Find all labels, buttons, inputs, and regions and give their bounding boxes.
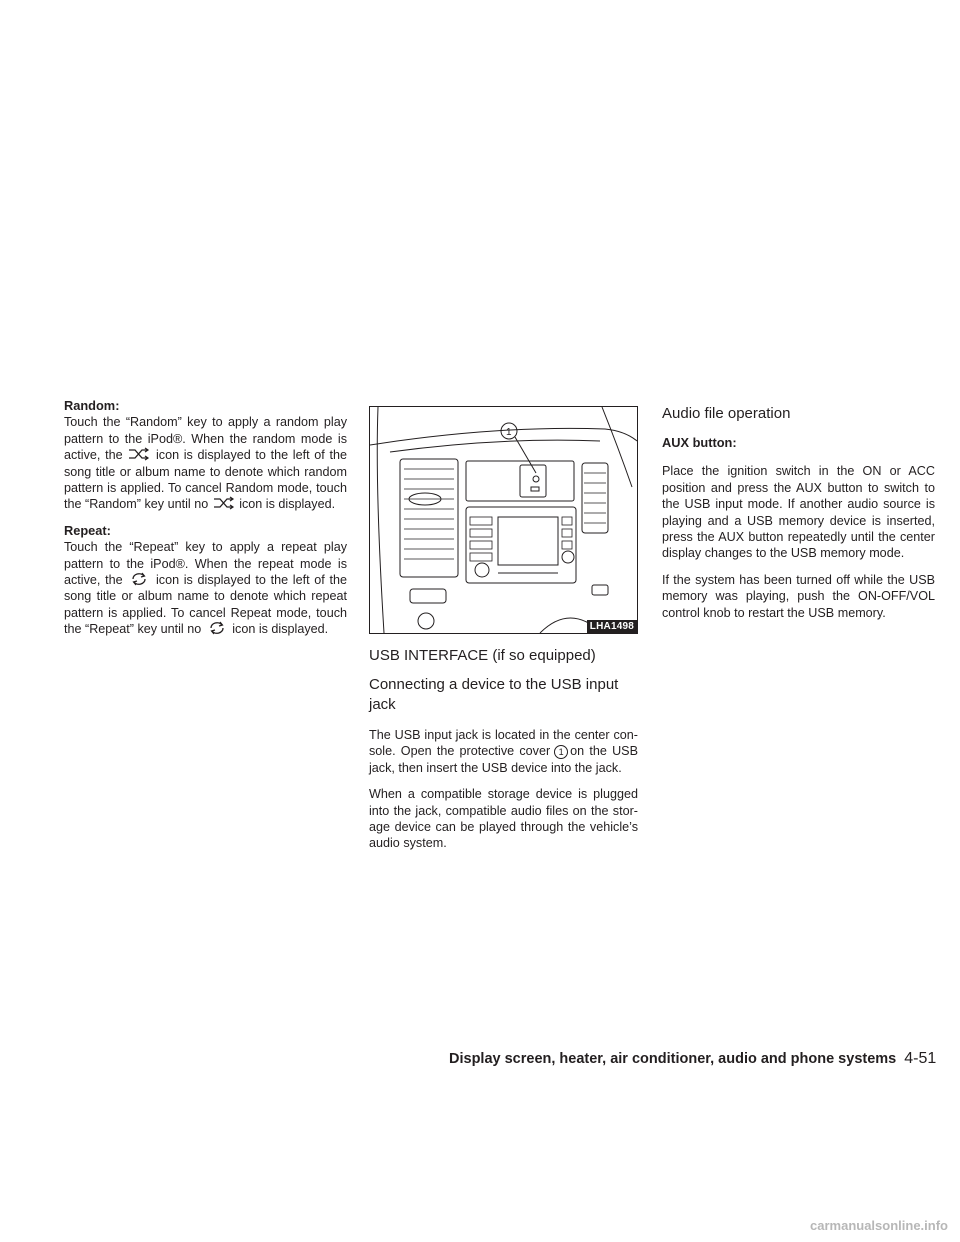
left-column: [64, 398, 347, 648]
usb-paragraph-1: The USB input jack is located in the center con-sole. Open the protective cover 1 on the USB jack, then insert the USB device into the jack.: [369, 728, 638, 775]
audio-heading: Audio file operation: [662, 405, 791, 422]
aux-title: AUX button:: [662, 435, 737, 450]
usb-jack-illustration: [369, 406, 638, 634]
figure-label: LHA1498: [587, 620, 637, 633]
shuffle-icon: [127, 447, 151, 461]
random-text-1: Touch the “Random” key to apply a random play pattern to the iPod®. When the random mode is active, the: [64, 415, 347, 463]
repeat-text-2: icon is displayed to the left of the song title or album name to denote which repeat pattern is applied. To cancel Repeat mode, touch the “Repeat” key until no: [64, 573, 347, 637]
dashboard-drawing: [370, 407, 637, 633]
page-number: 4-51: [904, 1050, 937, 1067]
random-text-2: icon is displayed to the left of the song title or album name to denote which random pattern is applied. To cancel Random mode, touch the “Random” key until no: [64, 448, 347, 512]
repeat-text-1: Touch the “Repeat” key to apply a repeat play pattern to the iPod®. When the repeat mode is active, the: [64, 540, 347, 588]
middle-column: [369, 636, 638, 862]
repeat-icon: [127, 572, 151, 586]
callout-1-icon: 1: [554, 745, 568, 759]
audio-paragraph-1: Place the ignition switch in the ON or ACC position and press the AUX button to switch to the USB input mode. If another audio source is playing and a USB memory device is inserted, press the AUX button repeatedly until the center display changes to the USB memory mode.: [662, 464, 935, 561]
usb-heading: USB INTERFACE (if so equipped): [369, 647, 596, 664]
footer-section-title: Display screen, heater, air conditioner, audio and phone systems: [449, 1051, 897, 1067]
watermark: carmanualsonline.info: [810, 1218, 948, 1233]
repeat-title: Repeat:: [64, 522, 111, 538]
shuffle-icon: [212, 496, 236, 510]
usb-paragraph-2: When a compatible storage device is plugged into the jack, compatible audio files on the stor-age device can be played through the vehicle’s audio system.: [369, 787, 638, 851]
audio-paragraph-2: If the system has been turned off while the USB memory was playing, push the ON-OFF/VOL control knob to restart the USB memory.: [662, 572, 935, 620]
figure-callout-number: 1: [506, 427, 512, 438]
random-text-3: icon is displayed.: [239, 497, 336, 512]
usb-subheading: Connecting a device to the USB input jack: [369, 676, 619, 713]
random-section: [64, 398, 347, 513]
random-title: Random:: [64, 398, 120, 413]
page-footer: [449, 1050, 937, 1068]
right-column: [662, 404, 935, 631]
repeat-text-3: icon is displayed.: [232, 622, 329, 637]
repeat-icon: [205, 621, 229, 635]
repeat-section: [64, 523, 347, 638]
